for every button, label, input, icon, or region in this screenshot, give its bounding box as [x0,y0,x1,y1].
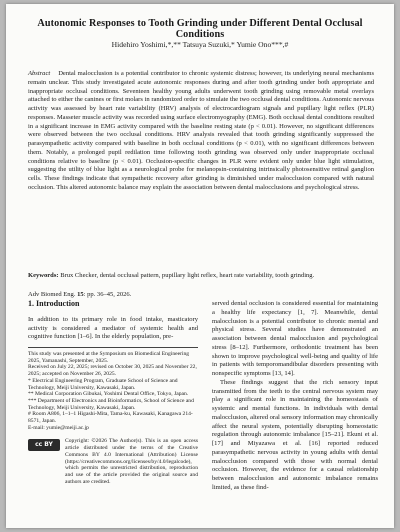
paper-page [6,4,394,528]
footnote-address: # Room A806, 1–1–1 Higashi-Mita, Tama-ku, Kawasaki, Kanagawa 214-8571, Japan. [28,411,193,425]
copyright-block [28,438,198,485]
citation-pages: : pp. 36–45, 2026. [83,291,132,298]
copyright-text: Copyright: ©2026 The Author(s). This is an open access article distributed under the terms of the Creative Commons BY 4.0 International (Attribution) License (https://creativecommons.org/licenses/by/4.0/legalcode), which permits the unrestricted distribution, reproduction and use of the article provided the original source and authors are credited. [65,438,198,485]
abstract-label: Abstract [28,70,51,77]
footnote-email: E-mail: yumie@meiji.ac.jp [28,424,89,431]
footnote-received: Received on July 22, 2025; revised on October 30, 2025 and November 22, 2025; accepted on November 26, 2025. [28,364,197,378]
footnote-affiliation-2: ** Medical Corporation Gibukai, Yoshimi Dental Office, Tokyo, Japan. [28,391,189,398]
paper-title: Autonomic Responses to Tooth Grinding under Different Dental Occlusal Conditions [37,18,363,40]
right-column [212,300,378,493]
intro-paragraph-left: In addition to its primary role in food intake, masticatory activity is considered a mediator of systemic health and cognitive function [1–6]. In the elderly population, pre- [28,315,198,341]
footnote-affiliation-3: *** Department of Electronics and Bioinformatics, School of Science and Technology, Meiji University, Kawasaki, Japan. [28,397,194,411]
intro-paragraph-right-1: served dental occlusion is considered essential for maintaining a healthy life expectancy [1, 7]. Meanwhile, dental malocclusion is a potential contributor to chronic mental and physical stress. Several studies have demonstrated an association between dental malocclusion and psychological stress [8–12]. Furthermore, orthodontic treatment has been shown to improve psychological well-being and quality of life in patients with temporomandibular disorders presenting with nonspecific symptoms [13, 14]. [212,300,378,377]
footnote-divider [28,347,198,348]
footnotes [28,351,198,431]
footnote-affiliation-1: * Electrical Engineering Program, Graduate School of Science and Technology, Meiji University, Kawasaki, Japan. [28,377,178,391]
citation-line [28,291,374,298]
abstract-text: Dental malocclusion is a potential contributor to chronic systemic distress; however, its underlying neural mechanisms remain unclear. This study investigated acute autonomic responses during and after tooth grinding under both appropriate and inappropriate occlusal conditions. Seventeen healthy young adults underwent tooth grinding using removable metal overlays attached to either the canines or first molars in randomized order to simulate the two occlusal dental conditions. Autonomic nervous activity was assessed by heart rate variability (HRV) analysis of electrocardiogram signals and pupillary light reflex (PLR) responses. Masseter muscle activity was recorded using surface electromyography (EMG). Both occlusal dental conditions resulted in a significant increase in EMG activity compared with the baseline resting state (p < 0.01). However, no significant differences were observed between the two occlusal conditions. HRV analysis revealed that tooth grinding significantly suppressed the parasympathetic activity compared with baseline in both occlusal conditions (p < 0.01), with no significant differences between them. Notably, a prolonged pupil redilation time following tooth grinding was observed only under inappropriate occlusal conditions relative to baseline (p < 0.01). Occlusion-specific changes in PLR were evident only under blue light stimulation, suggesting the utility of blue light as a neurological probe for melanopsin-containing intrinsically photosensitive retinal ganglion cells. These findings indicate that sympathetic recovery after grinding is diminished under malocclusion compared with natural occlusion. This altered autonomic balance may explain the association between dental malocclusions and psychological stress. [28,70,374,191]
keywords-text: Brux Checker, dental occlusal pattern, pupillary light reflex, heart rate variability, tooth grinding. [60,272,315,279]
abstract-block [28,70,374,193]
citation-journal: Adv Biomed Eng. [28,291,76,298]
citation-volume: 15 [77,291,84,298]
intro-paragraph-right-2: These findings suggest that the rich sensory input transmitted from the teeth to the central nervous system may play a significant role in maintaining the homeostasis of systemic and mental functions. In individuals with dental malocclusion, altered oral sensory information may chronically affect the neural system, potentially disrupting homeostatic regulation through autonomic imbalance [15–21]. Ekuni et al. [17] and Miyazawa et al. [16] reported reduced parasympathetic nervous activity in young adults with dental malocclusion compared with those with normal dental occlusion. However, the evidence for a causal relationship between malocclusion and autonomic imbalance remains limited, as these find- [212,378,378,491]
author-line: Hidehiro Yoshimi,*,** Tatsuya Suzuki,* Yumie Ono***,# [111,40,289,49]
left-column [28,300,198,485]
footnote-symposium: This study was presented at the Symposium on Biomedical Engineering 2025, Yamanashi, September, 2025. [28,351,190,364]
keywords-label: Keywords: [28,272,59,279]
section-heading-introduction: 1. Introduction [28,299,80,308]
keywords-block [28,272,374,281]
cc-by-license-icon: cc BY [28,439,60,451]
